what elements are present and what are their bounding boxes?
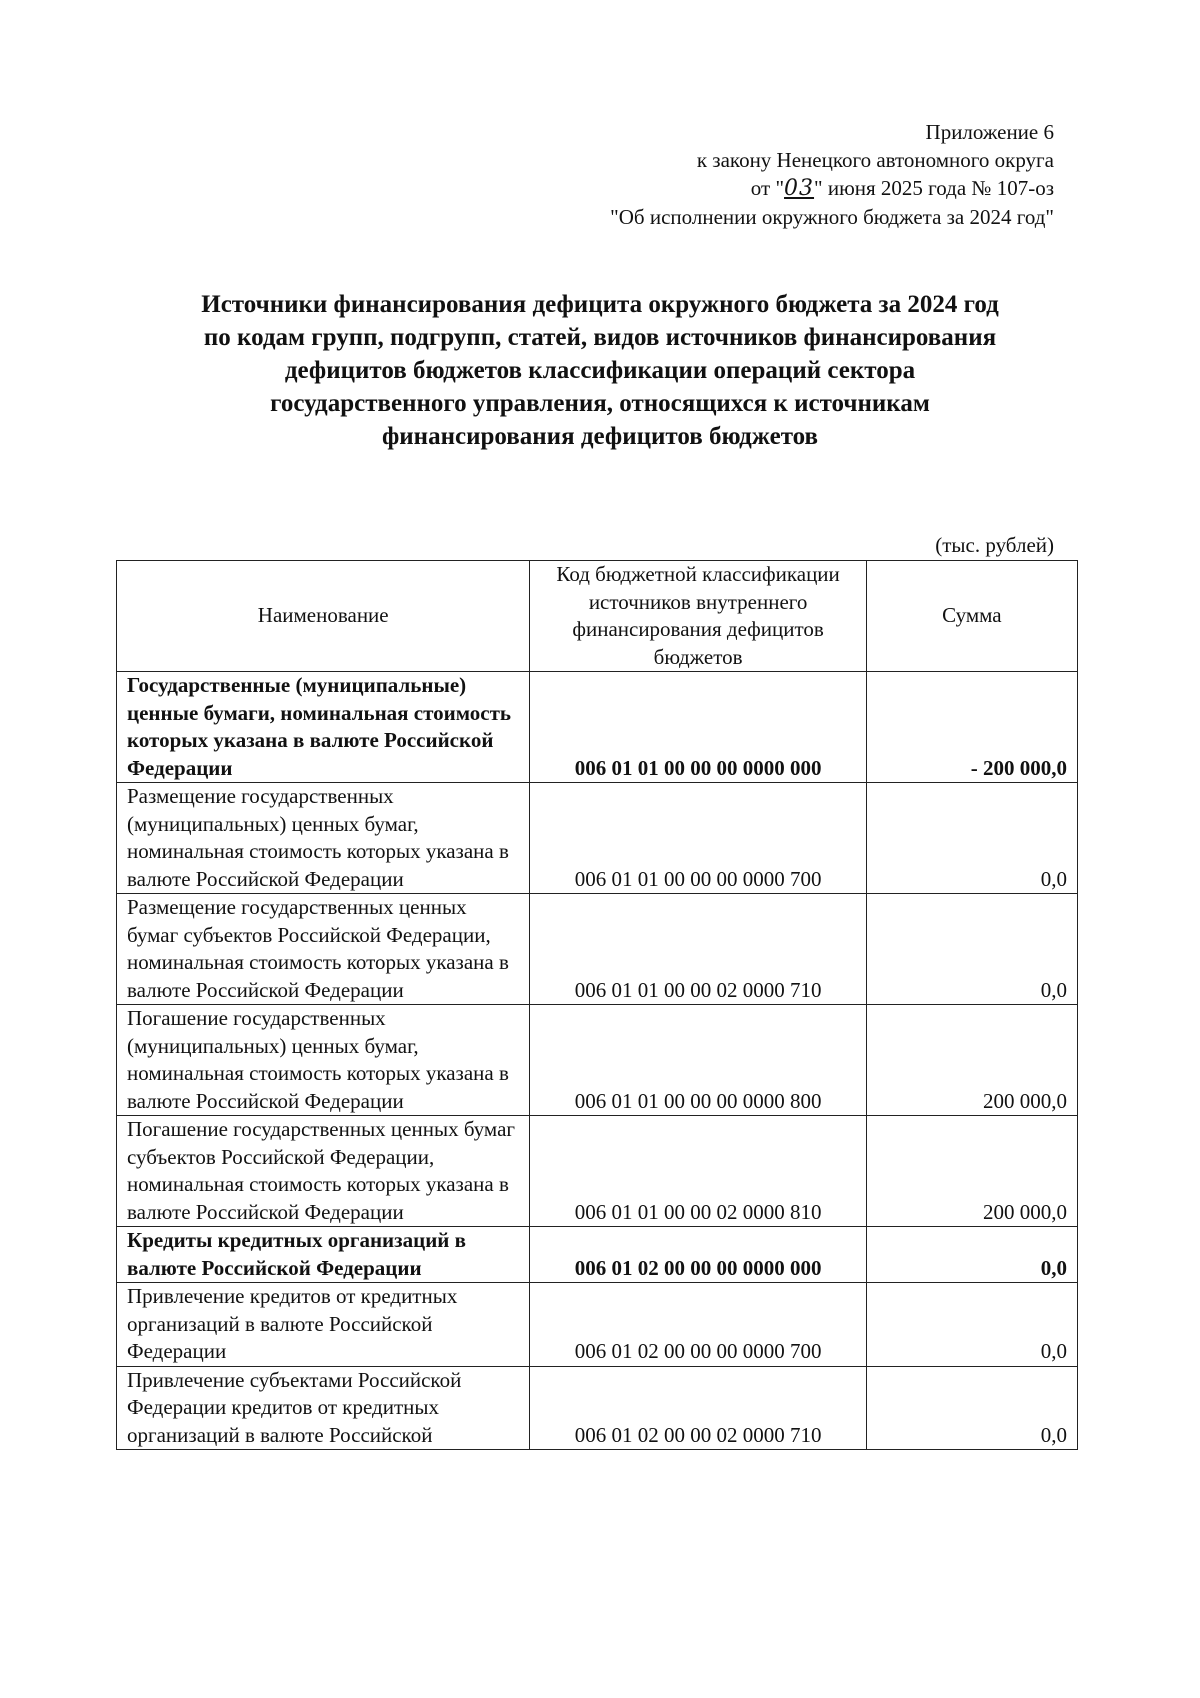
row-code: 006 01 02 00 00 02 0000 710 <box>530 1366 866 1450</box>
appendix-header <box>610 118 1054 231</box>
row-code: 006 01 01 00 00 00 0000 700 <box>530 783 866 894</box>
row-name: Привлечение субъектами Российской Федерации кредитов от кредитных организаций в валюте Российской <box>117 1366 530 1450</box>
header-code: Код бюджетной классификации источников внутреннего финансирования дефицитов бюджетов <box>530 561 866 672</box>
appendix-law-reference: к закону Ненецкого автономного округа <box>696 148 1054 172</box>
row-sum: 0,0 <box>866 1283 1077 1367</box>
document-title <box>110 288 1090 453</box>
row-sum: - 200 000,0 <box>866 672 1077 783</box>
handwritten-day: 03 <box>784 176 815 201</box>
header-name: Наименование <box>117 561 530 672</box>
table-row <box>117 1227 1078 1283</box>
title-line-1: Источники финансирования дефицита окружного бюджета за 2024 год <box>201 291 999 318</box>
table-row <box>117 1116 1078 1227</box>
row-sum: 0,0 <box>866 1227 1077 1283</box>
table-row <box>117 672 1078 783</box>
row-name: Государственные (муниципальные) ценные бумаги, номинальная стоимость которых указана в валюте Российской Федерации <box>117 672 530 783</box>
title-line-2: по кодам групп, подгрупп, статей, видов источников финансирования <box>203 324 997 351</box>
row-name: Размещение государственных ценных бумаг субъектов Российской Федерации, номинальная стоимость которых указана в валюте Российской Федерации <box>117 894 530 1005</box>
row-sum: 0,0 <box>866 894 1077 1005</box>
row-sum: 0,0 <box>866 783 1077 894</box>
appendix-law-title: "Об исполнении окружного бюджета за 2024 год" <box>610 205 1054 229</box>
table-row <box>117 783 1078 894</box>
title-line-5: финансирования дефицитов бюджетов <box>381 423 819 450</box>
sources-table <box>116 560 1078 1450</box>
row-code: 006 01 01 00 00 00 0000 800 <box>530 1005 866 1116</box>
row-code: 006 01 01 00 00 00 0000 000 <box>530 672 866 783</box>
appendix-date-prefix: от " <box>750 176 785 200</box>
row-sum: 200 000,0 <box>866 1116 1077 1227</box>
row-name: Привлечение кредитов от кредитных организаций в валюте Российской Федерации <box>117 1283 530 1367</box>
row-name: Кредиты кредитных организаций в валюте Российской Федерации <box>117 1227 530 1283</box>
title-line-4: государственного управления, относящихся к источникам <box>270 390 930 417</box>
row-code: 006 01 01 00 00 02 0000 810 <box>530 1116 866 1227</box>
row-code: 006 01 02 00 00 00 0000 700 <box>530 1283 866 1367</box>
row-sum: 0,0 <box>866 1366 1077 1450</box>
title-line-3: дефицитов бюджетов классификации операций сектора <box>284 357 916 384</box>
table-row <box>117 1283 1078 1367</box>
table-row <box>117 1005 1078 1116</box>
table-row <box>117 894 1078 1005</box>
row-name: Погашение государственных ценных бумаг субъектов Российской Федерации, номинальная стоимость которых указана в валюте Российской Федерации <box>117 1116 530 1227</box>
appendix-number: Приложение 6 <box>925 120 1054 144</box>
header-sum: Сумма <box>866 561 1077 672</box>
row-code: 006 01 02 00 00 00 0000 000 <box>530 1227 866 1283</box>
appendix-law-date <box>610 174 1054 203</box>
row-name: Размещение государственных (муниципальных) ценных бумаг, номинальная стоимость которых указана в валюте Российской Федерации <box>117 783 530 894</box>
table-header-row <box>117 561 1078 672</box>
appendix-date-suffix: " июня 2025 года № 107-оз <box>814 176 1054 200</box>
table-row <box>117 1366 1078 1450</box>
units-label: (тыс. рублей) <box>935 533 1054 557</box>
row-name: Погашение государственных (муниципальных) ценных бумаг, номинальная стоимость которых указана в валюте Российской Федерации <box>117 1005 530 1116</box>
row-sum: 200 000,0 <box>866 1005 1077 1116</box>
row-code: 006 01 01 00 00 02 0000 710 <box>530 894 866 1005</box>
